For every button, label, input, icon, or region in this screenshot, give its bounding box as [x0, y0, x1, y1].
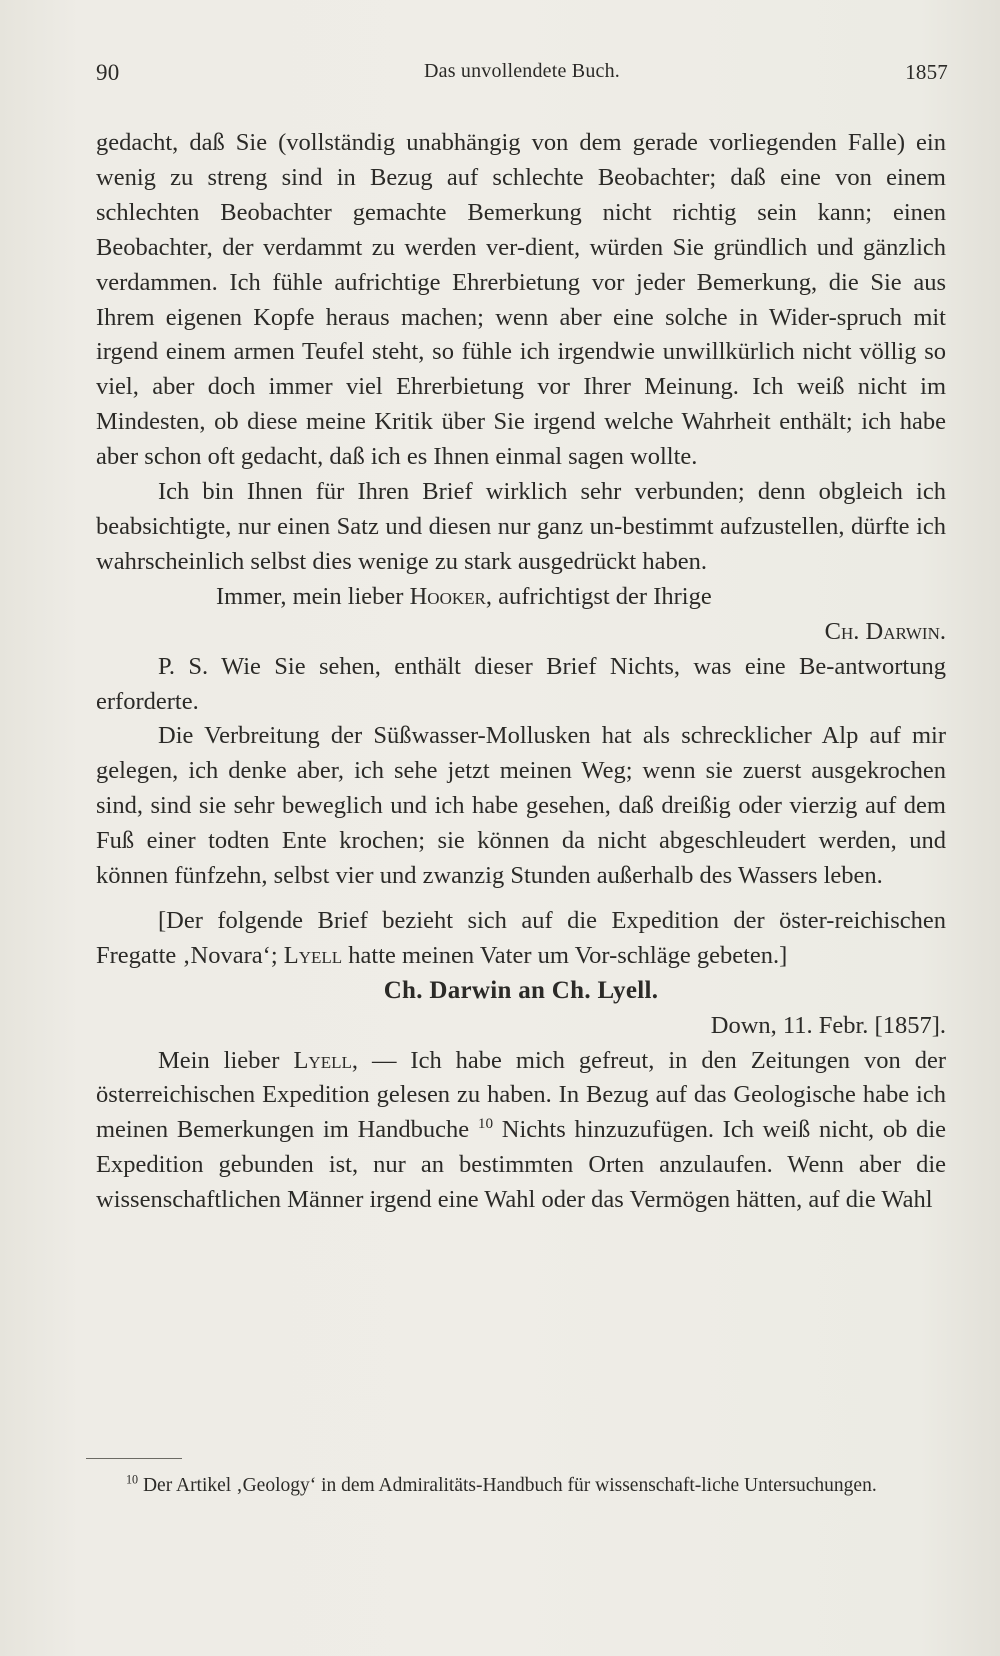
letter-text: , — Ich habe mich gefreut, in den Zeitungen von der österreichischen Expedition gelesen zu haben. In Bezug auf das Geologische habe ich meinen Bemerkungen im Handbuche	[96, 1046, 947, 1144]
signature-name: Darwin.	[865, 617, 946, 645]
footnote-reference: 10	[477, 1115, 494, 1133]
paragraph-mollusks: Die Verbreitung der Süßwasser-Mollusken hat als schrecklicher Alp auf mir gelegen, ich denke aber, ich sehe jetzt meinen Weg; wenn sie zuerst ausgekrochen sind, sind sie sehr beweglich und ich habe gesehen, daß dreißig oder vierzig auf dem Fuß einer todten Ente krochen; sie können da nicht abgeschleudert werden, und können fünfzehn, selbst vier und zwanzig Stunden außerhalb des Wassers leben.	[96, 722, 946, 890]
page-number: 90	[96, 60, 120, 85]
footnote	[86, 1472, 944, 1499]
paragraph-thanks: Ich bin Ihnen für Ihren Brief wirklich sehr verbunden; denn obgleich ich beabsichtigte, nur einen Satz und diesen nur ganz un-bestimmt aufzustellen, dürfte ich wahrscheinlich selbst dies wenige zu stark ausgedrückt haben.	[96, 478, 946, 575]
letter-closing	[96, 580, 946, 615]
footnote-divider	[86, 1458, 182, 1459]
letter-body	[96, 1044, 946, 1219]
closing-name: Hooker	[409, 582, 486, 610]
letter-text-end: Nichts hinzuzufügen. Ich weiß nicht, ob die Expedition gebunden ist, nur an bestimmten Orten anzulaufen. Wenn aber die wissenschaftlichen Männer irgend eine Wahl oder das Vermögen hätten, auf die Wahl	[96, 1116, 947, 1214]
paragraph-continuation: gedacht, daß Sie (vollständig unabhängig von dem gerade vorliegenden Falle) ein wenig zu streng sind in Bezug auf schlechte Beobachter; daß eine von einem schlechten Beobachter gemachte Bemerkung nicht richtig sein kann; einen Beobachter, der verdammt zu werden ver-dient, würden Sie gründlich und gänzlich verdammen. Ich fühle aufrichtige Ehrerbietung vor jeder Bemerkung, die Sie aus Ihrem eigenen Kopfe heraus machen; wenn aber eine solche in Wider-spruch mit irgend einem armen Teufel steht, so fühle ich irgendwie unwillkürlich nicht völlig so viel, aber doch immer viel Ehrerbietung vor Ihrer Meinung. Ich weiß nicht im Mindesten, ob diese meine Kritik über Sie irgend welche Wahrheit enthält; ich habe aber schon oft gedacht, daß ich es Ihnen einmal sagen wollte.	[96, 129, 946, 471]
salutation-name: Lyell	[293, 1046, 352, 1074]
closing-text: Immer, mein lieber	[216, 582, 404, 610]
header-year: 1857	[905, 60, 948, 84]
letter-date: Down, 11. Febr. [1857].	[710, 1011, 946, 1039]
signature	[96, 615, 946, 650]
closing-text-end: , aufrichtigst der Ihrige	[485, 582, 712, 610]
letter-heading: Ch. Darwin an Ch. Lyell.	[383, 976, 659, 1004]
salutation-text: Mein lieber	[158, 1046, 280, 1074]
footnote-number: 10	[126, 1472, 139, 1487]
postscript: P. S. Wie Sie sehen, enthält dieser Brief Nichts, was eine Be-antwortung erforderte.	[96, 652, 946, 715]
signature-initial: Ch.	[824, 617, 860, 645]
footnote-text: Der Artikel ‚Geology‘ in dem Admiralitäts-Handbuch für wissenschaft-liche Untersuchungen.	[142, 1475, 877, 1496]
editorial-text: [Der folgende Brief bezieht sich auf die Expedition der öster-reichischen Fregatte ‚Novara‘;	[96, 906, 946, 969]
page-body	[96, 126, 946, 1218]
page-header	[96, 60, 948, 92]
editorial-name: Lyell	[283, 941, 343, 969]
running-title: Das unvollendete Buch.	[423, 60, 621, 82]
editorial-note	[96, 904, 946, 974]
editorial-text-end: hatte meinen Vater um Vor-schläge gebeten.]	[348, 941, 788, 969]
